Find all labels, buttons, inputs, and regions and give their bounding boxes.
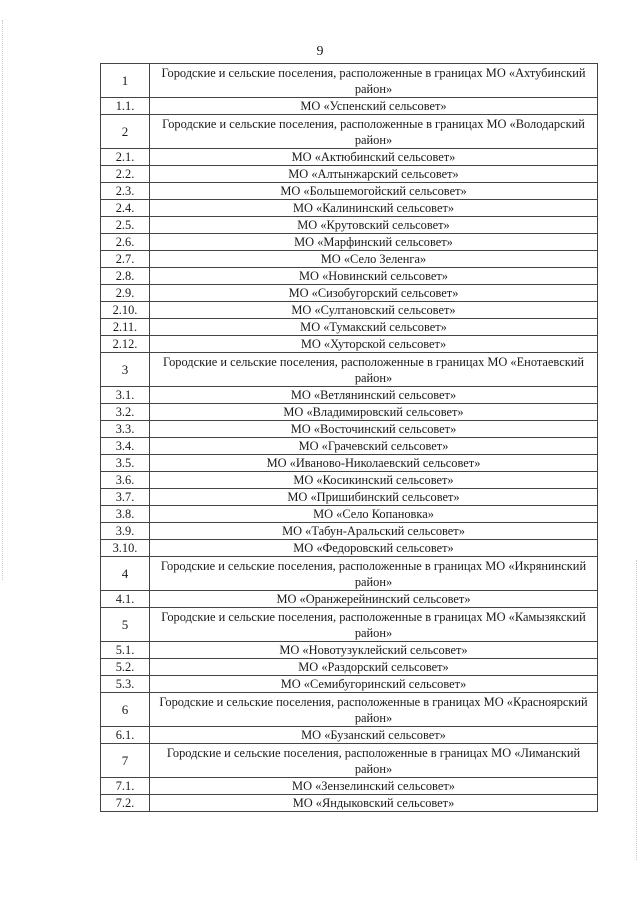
table-row bbox=[101, 217, 598, 234]
district-header-row bbox=[101, 64, 598, 98]
district-header-row bbox=[101, 693, 598, 727]
district-title-cell: Городские и сельские поселения, расположенные в границах МО «Камызякский район» bbox=[150, 608, 598, 642]
row-number-cell: 3.5. bbox=[101, 455, 150, 472]
table-row bbox=[101, 421, 598, 438]
table-row bbox=[101, 319, 598, 336]
table-row bbox=[101, 438, 598, 455]
district-title-cell: Городские и сельские поселения, расположенные в границах МО «Ахтубинский район» bbox=[150, 64, 598, 98]
municipality-name-cell: МО «Косикинский сельсовет» bbox=[150, 472, 598, 489]
municipality-name-cell: МО «Пришибинский сельсовет» bbox=[150, 489, 598, 506]
row-number-cell: 2.7. bbox=[101, 251, 150, 268]
municipality-name-cell: МО «Большемогойский сельсовет» bbox=[150, 183, 598, 200]
table-row bbox=[101, 200, 598, 217]
municipality-name-cell: МО «Хуторской сельсовет» bbox=[150, 336, 598, 353]
row-number-cell: 3.7. bbox=[101, 489, 150, 506]
row-number-cell: 1.1. bbox=[101, 98, 150, 115]
district-header-row bbox=[101, 557, 598, 591]
row-number-cell: 7.2. bbox=[101, 795, 150, 812]
municipality-name-cell: МО «Новинский сельсовет» bbox=[150, 268, 598, 285]
municipality-name-cell: МО «Оранжерейнинский сельсовет» bbox=[150, 591, 598, 608]
municipality-name-cell: МО «Восточинский сельсовет» bbox=[150, 421, 598, 438]
district-title-cell: Городские и сельские поселения, расположенные в границах МО «Красноярский район» bbox=[150, 693, 598, 727]
municipality-name-cell: МО «Сизобугорский сельсовет» bbox=[150, 285, 598, 302]
row-number-cell: 4.1. bbox=[101, 591, 150, 608]
scan-margin-left bbox=[2, 20, 6, 580]
row-number-cell: 2.3. bbox=[101, 183, 150, 200]
municipality-name-cell: МО «Крутовский сельсовет» bbox=[150, 217, 598, 234]
row-number-cell: 5.2. bbox=[101, 659, 150, 676]
row-number-cell: 2 bbox=[101, 115, 150, 149]
row-number-cell: 2.12. bbox=[101, 336, 150, 353]
municipality-name-cell: МО «Актюбинский сельсовет» bbox=[150, 149, 598, 166]
table-row bbox=[101, 149, 598, 166]
row-number-cell: 2.9. bbox=[101, 285, 150, 302]
table-row bbox=[101, 98, 598, 115]
scan-margin-right bbox=[633, 560, 637, 860]
table-row bbox=[101, 591, 598, 608]
row-number-cell: 3.10. bbox=[101, 540, 150, 557]
settlements-table bbox=[100, 63, 598, 812]
row-number-cell: 5.3. bbox=[101, 676, 150, 693]
table-row bbox=[101, 778, 598, 795]
municipality-name-cell: МО «Грачевский сельсовет» bbox=[150, 438, 598, 455]
municipality-name-cell: МО «Семибугоринский сельсовет» bbox=[150, 676, 598, 693]
row-number-cell: 2.8. bbox=[101, 268, 150, 285]
table-row bbox=[101, 642, 598, 659]
settlements-table-body bbox=[101, 64, 598, 812]
district-header-row bbox=[101, 608, 598, 642]
municipality-name-cell: МО «Федоровский сельсовет» bbox=[150, 540, 598, 557]
table-row bbox=[101, 234, 598, 251]
row-number-cell: 3.2. bbox=[101, 404, 150, 421]
municipality-name-cell: МО «Марфинский сельсовет» bbox=[150, 234, 598, 251]
table-row bbox=[101, 285, 598, 302]
district-header-row bbox=[101, 744, 598, 778]
municipality-name-cell: МО «Село Зеленга» bbox=[150, 251, 598, 268]
row-number-cell: 3.1. bbox=[101, 387, 150, 404]
municipality-name-cell: МО «Успенский сельсовет» bbox=[150, 98, 598, 115]
row-number-cell: 5.1. bbox=[101, 642, 150, 659]
row-number-cell: 2.4. bbox=[101, 200, 150, 217]
table-row bbox=[101, 268, 598, 285]
municipality-name-cell: МО «Табун-Аральский сельсовет» bbox=[150, 523, 598, 540]
row-number-cell: 4 bbox=[101, 557, 150, 591]
row-number-cell: 7 bbox=[101, 744, 150, 778]
page-number: 9 bbox=[316, 44, 324, 59]
municipality-name-cell: МО «Село Копановка» bbox=[150, 506, 598, 523]
row-number-cell: 2.5. bbox=[101, 217, 150, 234]
row-number-cell: 6.1. bbox=[101, 727, 150, 744]
district-title-cell: Городские и сельские поселения, расположенные в границах МО «Лиманский район» bbox=[150, 744, 598, 778]
table-row bbox=[101, 404, 598, 421]
municipality-name-cell: МО «Тумакский сельсовет» bbox=[150, 319, 598, 336]
municipality-name-cell: МО «Ивановo-Николаевский сельсовет» bbox=[150, 455, 598, 472]
table-row bbox=[101, 387, 598, 404]
row-number-cell: 7.1. bbox=[101, 778, 150, 795]
table-row bbox=[101, 659, 598, 676]
district-title-cell: Городские и сельские поселения, расположенные в границах МО «Володарский район» bbox=[150, 115, 598, 149]
municipality-name-cell: МО «Раздорский сельсовет» bbox=[150, 659, 598, 676]
row-number-cell: 2.6. bbox=[101, 234, 150, 251]
municipality-name-cell: МО «Новотузуклейский сельсовет» bbox=[150, 642, 598, 659]
district-header-row bbox=[101, 115, 598, 149]
row-number-cell: 3.9. bbox=[101, 523, 150, 540]
row-number-cell: 3.3. bbox=[101, 421, 150, 438]
municipality-name-cell: МО «Владимировский сельсовет» bbox=[150, 404, 598, 421]
table-row bbox=[101, 183, 598, 200]
table-row bbox=[101, 795, 598, 812]
row-number-cell: 2.2. bbox=[101, 166, 150, 183]
table-row bbox=[101, 472, 598, 489]
table-row bbox=[101, 489, 598, 506]
row-number-cell: 2.1. bbox=[101, 149, 150, 166]
row-number-cell: 3.4. bbox=[101, 438, 150, 455]
district-title-cell: Городские и сельские поселения, расположенные в границах МО «Икрянинский район» bbox=[150, 557, 598, 591]
table-row bbox=[101, 302, 598, 319]
municipality-name-cell: МО «Бузанский сельсовет» bbox=[150, 727, 598, 744]
table-row bbox=[101, 455, 598, 472]
municipality-name-cell: МО «Алтынжарский сельсовет» bbox=[150, 166, 598, 183]
row-number-cell: 2.11. bbox=[101, 319, 150, 336]
row-number-cell: 6 bbox=[101, 693, 150, 727]
district-title-cell: Городские и сельские поселения, расположенные в границах МО «Енотаевский район» bbox=[150, 353, 598, 387]
table-row bbox=[101, 166, 598, 183]
row-number-cell: 5 bbox=[101, 608, 150, 642]
table-row bbox=[101, 336, 598, 353]
municipality-name-cell: МО «Султановский сельсовет» bbox=[150, 302, 598, 319]
table-row bbox=[101, 251, 598, 268]
row-number-cell: 3.8. bbox=[101, 506, 150, 523]
row-number-cell: 1 bbox=[101, 64, 150, 98]
table-row bbox=[101, 506, 598, 523]
municipality-name-cell: МО «Калининский сельсовет» bbox=[150, 200, 598, 217]
table-row bbox=[101, 540, 598, 557]
municipality-name-cell: МО «Зензелинский сельсовет» bbox=[150, 778, 598, 795]
district-header-row bbox=[101, 353, 598, 387]
table-row bbox=[101, 523, 598, 540]
row-number-cell: 2.10. bbox=[101, 302, 150, 319]
municipality-name-cell: МО «Ветлянинский сельсовет» bbox=[150, 387, 598, 404]
table-row bbox=[101, 727, 598, 744]
row-number-cell: 3.6. bbox=[101, 472, 150, 489]
municipality-name-cell: МО «Яндыковский сельсовет» bbox=[150, 795, 598, 812]
table-row bbox=[101, 676, 598, 693]
row-number-cell: 3 bbox=[101, 353, 150, 387]
